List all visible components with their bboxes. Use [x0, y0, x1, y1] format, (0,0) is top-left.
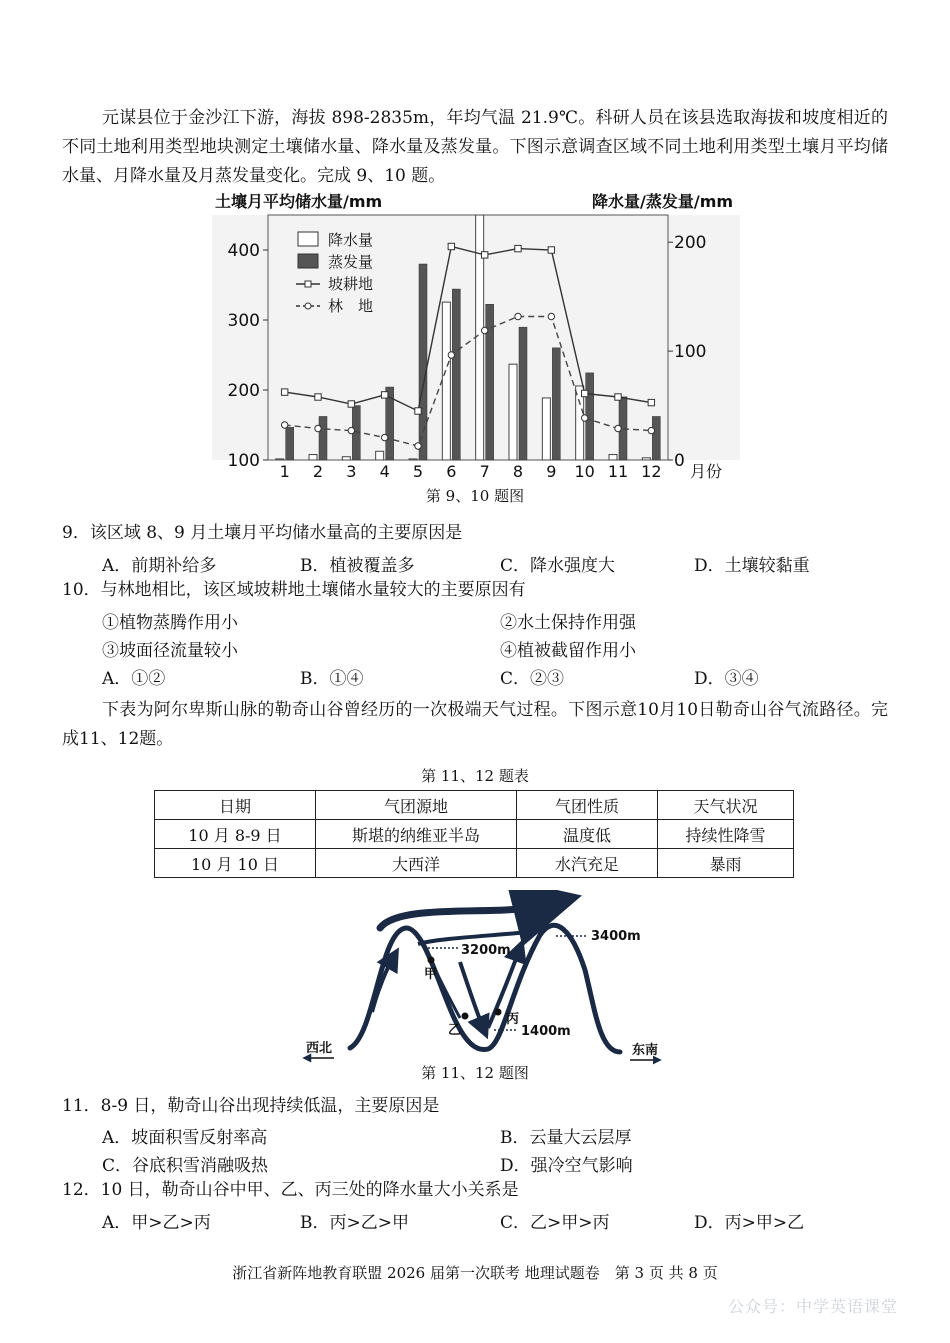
precip-bar	[376, 451, 384, 460]
label-bing: 丙	[506, 1012, 520, 1027]
intro-paragraph-11-12: 下表为阿尔卑斯山脉的勒奇山谷曾经历的一次极端天气过程。下图示意10月10日勒奇山谷气流路径。完成11、12题。	[62, 700, 888, 749]
table-header: 天气状况	[658, 791, 794, 820]
precip-bar	[276, 459, 284, 460]
q12-option-a: A．甲>乙>丙	[102, 1213, 211, 1233]
table-cell: 10 月 10 日	[155, 849, 316, 878]
x-tick-label: 6	[446, 462, 457, 481]
q10-item-3: ③坡面径流量较小	[102, 641, 238, 661]
table-cell: 温度低	[517, 820, 658, 849]
slope-point	[448, 243, 454, 249]
q11-option-d: D．强冷空气影响	[500, 1156, 633, 1176]
table-header: 气团性质	[517, 791, 658, 820]
slope-point	[548, 247, 554, 253]
forest-point	[548, 313, 554, 319]
q9-option-b: B．植被覆盖多	[300, 556, 415, 576]
label-1400m: 1400m	[521, 1024, 571, 1039]
q11-option-a: A．坡面积雪反射率高	[102, 1128, 268, 1148]
forest-point	[415, 443, 421, 449]
x-tick-label: 2	[312, 462, 324, 481]
q12-option-d: D．丙>甲>乙	[694, 1213, 805, 1233]
evap-bar	[319, 416, 327, 460]
legend-evap-label: 蒸发量	[328, 253, 374, 271]
x-tick-label: 10	[574, 462, 595, 481]
figure-caption-11-12: 第 11、12 题图	[421, 1064, 529, 1082]
forest-point	[348, 427, 354, 433]
evap-bar	[452, 289, 460, 460]
q10-option-b: B．①④	[300, 669, 364, 689]
page-footer: 浙江省新阵地教育联盟 2026 届第一次联考 地理试题卷 第 3 页 共 8 页	[232, 1264, 718, 1282]
legend-slope-label: 坡耕地	[328, 275, 374, 293]
precip-bar	[442, 302, 450, 460]
table-cell: 水汽充足	[517, 849, 658, 878]
chart-left-axis-label: 土壤月平均储水量/mm	[215, 192, 383, 211]
table-cell: 斯堪的纳维亚半岛	[316, 820, 517, 849]
slope-point	[348, 401, 354, 407]
y-left-tick-label: 300	[227, 311, 260, 331]
legend-precip-swatch	[298, 232, 318, 246]
forest-point	[481, 327, 487, 333]
precip-bar	[609, 455, 617, 460]
point-bing-marker	[495, 1009, 502, 1016]
upper-airflow-arrow	[380, 904, 548, 928]
forest-point	[381, 434, 387, 440]
label-3200m: 3200m	[461, 943, 511, 958]
slope-point	[581, 390, 587, 396]
table-header: 气团源地	[316, 791, 517, 820]
table-caption-11-12: 第 11、12 题表	[421, 767, 529, 785]
valley-loop-arrow	[460, 962, 484, 1030]
table-row	[155, 849, 794, 878]
intro-paragraph-9-10: 元谋县位于金沙江下游，海拔 898-2835m，年均气温 21.9℃。科研人员在该县选取海拔和坡度相近的不同土地利用类型地块测定土壤储水量、降水量及蒸发量。下图示意调查区域不同土地利用类型土壤月平均储水量、月降水量及月蒸发量变化。完成 9、10 题。	[62, 108, 888, 186]
slope-point	[615, 394, 621, 400]
slope-point	[481, 252, 487, 258]
legend-slope-marker	[305, 281, 311, 287]
label-northwest: 西北	[306, 1041, 333, 1056]
precip-bar	[409, 459, 417, 460]
forest-point	[515, 313, 521, 319]
table-row	[155, 820, 794, 849]
question-9-stem: 9．该区域 8、9 月土壤月平均储水量高的主要原因是	[62, 523, 463, 543]
x-tick-label: 1	[279, 462, 290, 481]
x-tick-label: 8	[512, 462, 524, 481]
chart-right-axis-label: 降水量/蒸发量/mm	[592, 192, 734, 211]
q9-option-a: A．前期补给多	[102, 556, 217, 576]
forest-point	[648, 427, 654, 433]
table-cell: 暴雨	[658, 849, 794, 878]
evap-bar	[286, 427, 294, 460]
table-cell: 大西洋	[316, 849, 517, 878]
x-axis-label: 月份	[690, 462, 723, 481]
table-cell: 持续性降雪	[658, 820, 794, 849]
y-right-tick-label: 0	[674, 451, 685, 471]
label-southeast: 东南	[632, 1043, 659, 1058]
label-jia: 甲	[424, 967, 438, 982]
x-tick-label: 12	[641, 462, 662, 481]
precip-bar	[509, 364, 517, 460]
y-left-tick-label: 400	[227, 241, 260, 261]
forest-point	[315, 425, 321, 431]
legend-forest-label: 林 地	[328, 297, 374, 315]
question-12-stem: 12．10 日，勒奇山谷中甲、乙、丙三处的降水量大小关系是	[62, 1180, 519, 1200]
q10-option-a: A．①②	[102, 669, 166, 689]
y-left-tick-label: 100	[227, 451, 260, 471]
x-tick-label: 4	[379, 462, 390, 481]
q12-option-b: B．丙>乙>甲	[300, 1213, 409, 1233]
q10-item-2: ②水土保持作用强	[500, 613, 636, 633]
evap-bar	[519, 327, 527, 460]
slope-point	[281, 389, 287, 395]
q9-option-d: D．土壤较黏重	[694, 556, 810, 576]
x-tick-label: 11	[607, 462, 629, 481]
forest-point	[615, 425, 621, 431]
legend-precip-label: 降水量	[328, 231, 374, 249]
evap-bar	[552, 348, 560, 460]
forest-point	[581, 415, 587, 421]
label-yi: 乙	[448, 1023, 462, 1038]
table-header: 日期	[155, 791, 316, 820]
precip-bar	[309, 455, 317, 460]
q10-item-1: ①植物蒸腾作用小	[102, 613, 238, 633]
q12-option-c: C．乙>甲>丙	[500, 1213, 610, 1233]
point-jia-marker	[428, 957, 435, 964]
watermark: 公众号：中学英语课堂	[727, 1297, 898, 1316]
evap-bar	[652, 416, 660, 460]
x-tick-label: 3	[346, 462, 357, 481]
label-3400m: 3400m	[591, 929, 641, 944]
weather-table	[154, 790, 794, 878]
point-yi-marker	[462, 1013, 469, 1020]
q10-option-d: D．③④	[694, 669, 759, 689]
y-right-tick-label: 100	[674, 342, 707, 363]
slope-point	[648, 399, 654, 405]
valley-airflow-diagram	[290, 890, 680, 1065]
x-tick-label: 9	[546, 462, 557, 481]
table-cell: 10 月 8-9 日	[155, 820, 316, 849]
question-10-stem: 10．与林地相比，该区域坡耕地土壤储水量较大的主要原因有	[62, 580, 526, 600]
x-tick-label: 5	[412, 462, 424, 481]
legend-forest-marker	[305, 303, 311, 309]
q9-option-c: C．降水强度大	[500, 556, 616, 576]
q10-item-4: ④植被截留作用小	[500, 641, 636, 661]
table-header-row	[155, 791, 794, 820]
q11-option-b: B．云量大云层厚	[500, 1128, 632, 1148]
x-tick-label: 7	[479, 462, 490, 481]
storage-precip-chart	[200, 186, 760, 486]
q11-option-c: C．谷底积雪消融吸热	[102, 1156, 269, 1176]
y-right-tick-label: 200	[674, 233, 707, 254]
forest-point	[448, 352, 454, 358]
question-11-stem: 11．8-9 日，勒奇山谷出现持续低温，主要原因是	[62, 1096, 440, 1116]
slope-point	[515, 245, 521, 251]
slope-point	[415, 408, 421, 414]
slope-point	[381, 392, 387, 398]
y-left-tick-label: 200	[227, 381, 260, 401]
precip-bar	[642, 458, 650, 460]
legend-evap-swatch	[298, 254, 318, 268]
figure-caption-9-10: 第 9、10 题图	[425, 487, 525, 505]
forest-point	[281, 422, 287, 428]
precip-bar	[542, 398, 550, 460]
precip-bar	[342, 457, 350, 460]
middle-airflow-arrow	[418, 916, 540, 944]
q10-option-c: C．②③	[500, 669, 565, 689]
slope-point	[315, 394, 321, 400]
